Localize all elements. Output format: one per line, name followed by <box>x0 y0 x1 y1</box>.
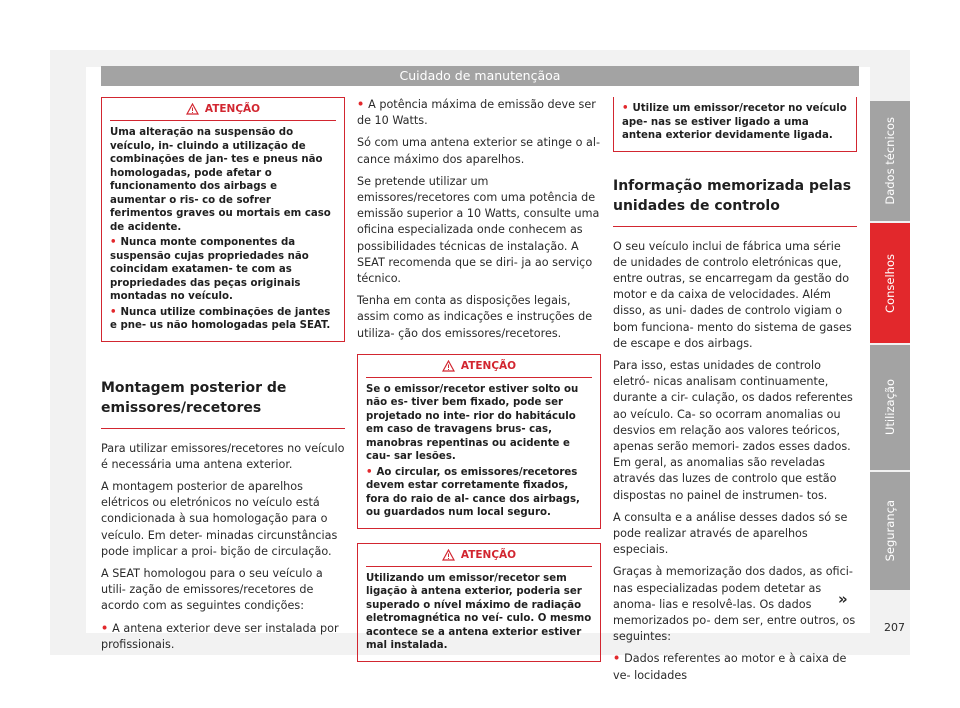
page-number: 207 <box>884 621 905 634</box>
warning-text: Uma alteração na suspensão do veículo, in- cluindo a utilização de combinações de jan- tes e pneus não homologadas, pode afetar o funcionamento dos airbags e aumentar o ris- co de sofrer ferimentos graves ou mortais em caso de acidente. <box>110 127 331 233</box>
tab-label: Segurança <box>883 500 897 562</box>
paragraph: Só com uma antena exterior se atinge o al- cance máximo dos aparelhos. <box>357 136 601 166</box>
paragraph: Para utilizar emissores/recetores no veículo é necessária uma antena exterior. <box>101 441 345 471</box>
warning-icon <box>186 103 199 115</box>
paragraph: A consulta e a análise desses dados só se pode realizar através de aparelhos especiais. <box>613 510 848 557</box>
warning-bullet: • Ao circular, os emissores/recetores devem estar corretamente fixados, fora do raio de al- cance dos airbags, ou guardados num local seguro. <box>366 466 592 520</box>
continue-arrow-icon: » <box>838 590 848 608</box>
column-3 <box>613 97 857 690</box>
warning-header <box>366 544 592 567</box>
warning-body <box>358 378 600 520</box>
warning-header <box>110 98 336 121</box>
warning-label: ATENÇÃO <box>204 102 261 115</box>
warning-bullet: • Utilize um emissor/recetor no veículo ape- nas se estiver ligado a uma antena exterior devidamente ligada. <box>622 102 848 143</box>
paragraph: Se pretende utilizar um emissores/recetores com uma potência de emissão superior a 10 Watts, consulte uma oficina especializada onde conhecem as possibilidades técnicas de instalação. A SEAT recomenda que se diri- ja ao serviço técnico. <box>357 174 600 286</box>
section-title: Montagem posterior de emissores/recetores <box>101 378 345 429</box>
warning-bullet: • Nunca monte componentes da suspensão cujas propriedades não coincidam exatamen- te com as propriedades das peças originais montadas no veículo. <box>110 236 336 304</box>
warning-text: Se o emissor/recetor estiver solto ou não es- tiver bem fixado, pode ser projetado no inte- rior do habitáculo em caso de travagens brus- cas, manobras repentinas ou acidente e cau- sar lesões. <box>366 383 579 463</box>
paragraph: Tenha em conta as disposições legais, assim como as indicações e instruções de utiliza- ção dos emissores/recetores. <box>357 294 593 340</box>
warning-box <box>101 97 345 342</box>
warning-label: ATENÇÃO <box>460 359 517 372</box>
paragraph: A montagem posterior de aparelhos elétricos ou eletrónicos no veículo está condicionada à sua homologação para o veículo. Em deter- minadas circunstâncias pode implicar a proi- bição de circulação. <box>101 479 338 558</box>
warning-body <box>102 121 344 333</box>
warning-body <box>614 97 856 143</box>
warning-box <box>357 543 601 662</box>
column-2 <box>357 97 601 672</box>
warning-bullet: • Nunca utilize combinações de jantes e pne- us não homologadas pela SEAT. <box>110 306 336 333</box>
section-title: Informação memorizada pelas unidades de controlo <box>613 176 857 227</box>
tab-label: Utilização <box>883 379 897 436</box>
warning-body <box>358 567 600 653</box>
warning-icon <box>442 360 455 372</box>
tab-dados-tecnicos[interactable] <box>870 101 910 221</box>
paragraph: Graças à memorização dos dados, as ofici- nas especializadas podem detetar as anoma- lias e resolvê-las. Os dados memorizados po- dem ser, entre outros, os seguintes: <box>613 565 856 644</box>
paragraph: O seu veículo inclui de fábrica uma série de unidades de controlo eletrónicas que, entre outras, se encarregam da gestão do motor e da caixa de velocidades. Além disso, as uni- dades de controlo vigiam o bom funciona- mento do sistema de gases de escape e dos airbags. <box>613 239 852 350</box>
tab-utilizacao[interactable] <box>870 345 910 470</box>
warning-icon <box>442 549 455 561</box>
paragraph: Para isso, estas unidades de controlo eletró- nicas analisam continuamente, durante a cir- culação, os dados referentes ao veículo. Ca- so ocorram anomalias ou desvios em relação aos valores teóricos, apenas serão memori- zados esses dados. Em geral, as anomalias são reveladas através das luzes de controlo que estão dispostas no painel de instrumen- tos. <box>613 358 853 502</box>
page-header: Cuidado de manutençãoa <box>101 66 859 86</box>
warning-label: ATENÇÃO <box>460 548 517 561</box>
tab-seguranca[interactable] <box>870 472 910 590</box>
bullet-item: • A potência máxima de emissão deve ser de 10 Watts. <box>357 97 601 129</box>
bullet-item: • Dados referentes ao motor e à caixa de ve- locidades <box>613 651 857 683</box>
warning-box-continued <box>613 97 857 152</box>
bullet-item: • A antena exterior deve ser instalada por profissionais. <box>101 621 345 653</box>
warning-text: Utilizando um emissor/recetor sem ligação à antena exterior, poderia ser superado o nível máximo de radiação eletromagnética no veí- culo. O mesmo acontece se a antena exterior estiver mal instalada. <box>366 572 592 652</box>
paragraph: A SEAT homologou para o seu veículo a utili- zação de emissores/recetores de acordo com as seguintes condições: <box>101 566 323 613</box>
column-1 <box>101 97 345 659</box>
warning-box <box>357 354 601 529</box>
tab-label: Conselhos <box>883 253 897 313</box>
tab-conselhos[interactable] <box>870 223 910 343</box>
tab-label: Dados técnicos <box>883 117 897 205</box>
warning-header <box>366 355 592 378</box>
side-tabs <box>870 101 910 592</box>
